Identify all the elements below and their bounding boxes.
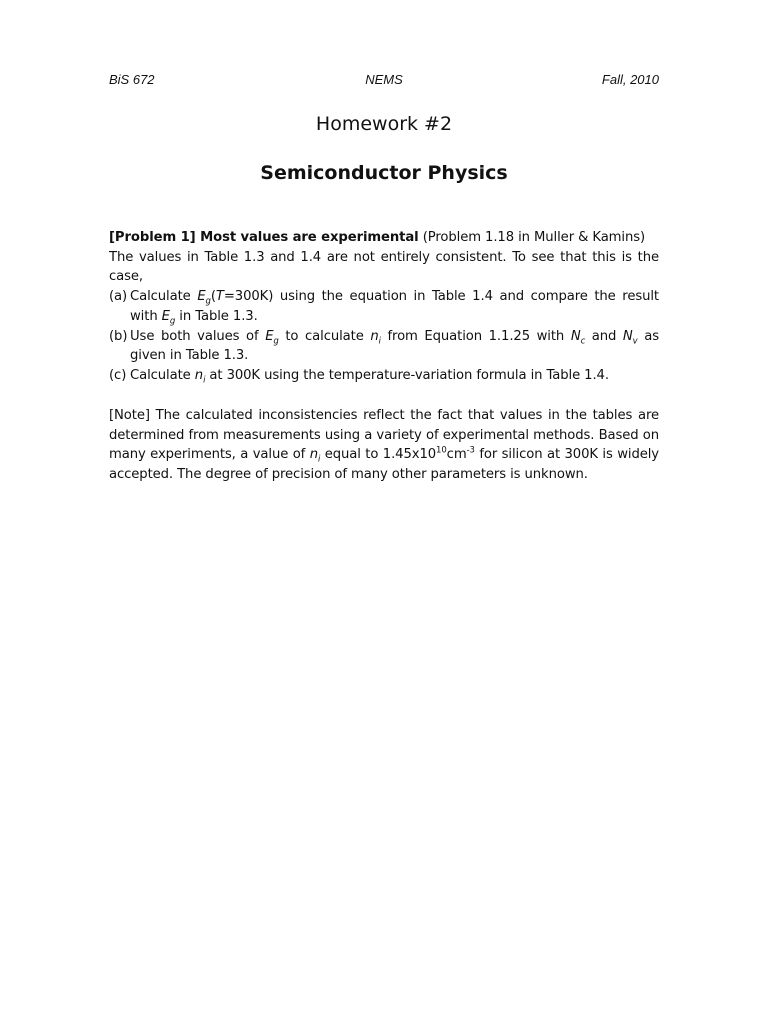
- note-exponent-1: 10: [436, 446, 447, 457]
- page-subtitle: Semiconductor Physics: [260, 162, 508, 184]
- item-c-text-2: at 300K using the temperature-variation formula in Table 1.4.: [205, 367, 609, 383]
- problem-1-label: [Problem 1] Most values are experimental: [109, 230, 419, 245]
- item-b-text-1: Use both values of: [130, 328, 266, 344]
- problem-1-intro: The values in Table 1.3 and 1.4 are not entirely consistent. To see that this is the case,: [109, 249, 659, 285]
- header-term: Fall, 2010: [601, 72, 659, 87]
- problem-1-item-b: [109, 327, 659, 366]
- symbol-n: n: [370, 328, 379, 344]
- item-c-label: (c): [109, 367, 127, 383]
- symbol-g: g: [169, 316, 176, 327]
- symbol-i: i: [378, 336, 381, 347]
- problem-1-reference: (Problem 1.18 in Muller & Kamins): [418, 230, 646, 245]
- symbol-N: N: [622, 328, 633, 344]
- item-b-text-4: and: [585, 328, 623, 344]
- symbol-g: g: [273, 336, 279, 347]
- page-title: Homework #2: [315, 113, 453, 135]
- note-text-2: equal to 1.45x10: [320, 447, 437, 463]
- note-text-1: [Note] The calculated inconsistencies reflect the fact that values in the tables are determined from measurements using a variety of experimental methods. Based on many experiments, a value of: [109, 408, 659, 463]
- header-subject: NEMS: [365, 72, 403, 87]
- problem-1: [109, 228, 659, 386]
- item-a-text-4: in Table 1.3.: [175, 308, 258, 324]
- symbol-E: E: [161, 308, 170, 324]
- header-course: BiS 672: [109, 72, 155, 87]
- page-header: [109, 72, 659, 90]
- note-exponent-2: -3: [466, 446, 475, 457]
- item-b-text-5: as given in Table 1.3.: [130, 328, 659, 364]
- problem-1-heading: [109, 228, 659, 248]
- symbol-E: E: [265, 328, 274, 344]
- problem-1-item-a: [109, 287, 659, 326]
- note-text-3: cm: [446, 447, 467, 463]
- symbol-v: v: [632, 336, 638, 347]
- problem-1-item-c: [109, 366, 659, 386]
- item-a-text-3: =300K) using the equation in Table 1.4 and compare the result with: [130, 289, 660, 324]
- item-c-text-1: Calculate: [130, 367, 195, 383]
- item-a-label: (a): [109, 289, 128, 305]
- symbol-N: N: [570, 328, 581, 344]
- item-b-label: (b): [109, 328, 128, 344]
- item-a-text-2: (: [210, 289, 216, 305]
- item-a-text-1: Calculate: [130, 289, 198, 305]
- symbol-T: T: [215, 289, 224, 305]
- symbol-i: i: [317, 455, 321, 466]
- symbol-c: c: [580, 336, 586, 347]
- symbol-E: E: [197, 289, 206, 305]
- symbol-i: i: [203, 375, 206, 386]
- symbol-n: n: [194, 367, 204, 383]
- item-b-text-3: from Equation 1.1.25 with: [380, 328, 571, 344]
- note-text-4: for silicon at 300K is widely accepted. The degree of precision of many other parameters is unknown.: [109, 447, 659, 483]
- symbol-g: g: [205, 296, 211, 307]
- note-paragraph: [109, 406, 659, 485]
- symbol-n: n: [309, 447, 318, 463]
- item-b-text-2: to calculate: [278, 328, 371, 344]
